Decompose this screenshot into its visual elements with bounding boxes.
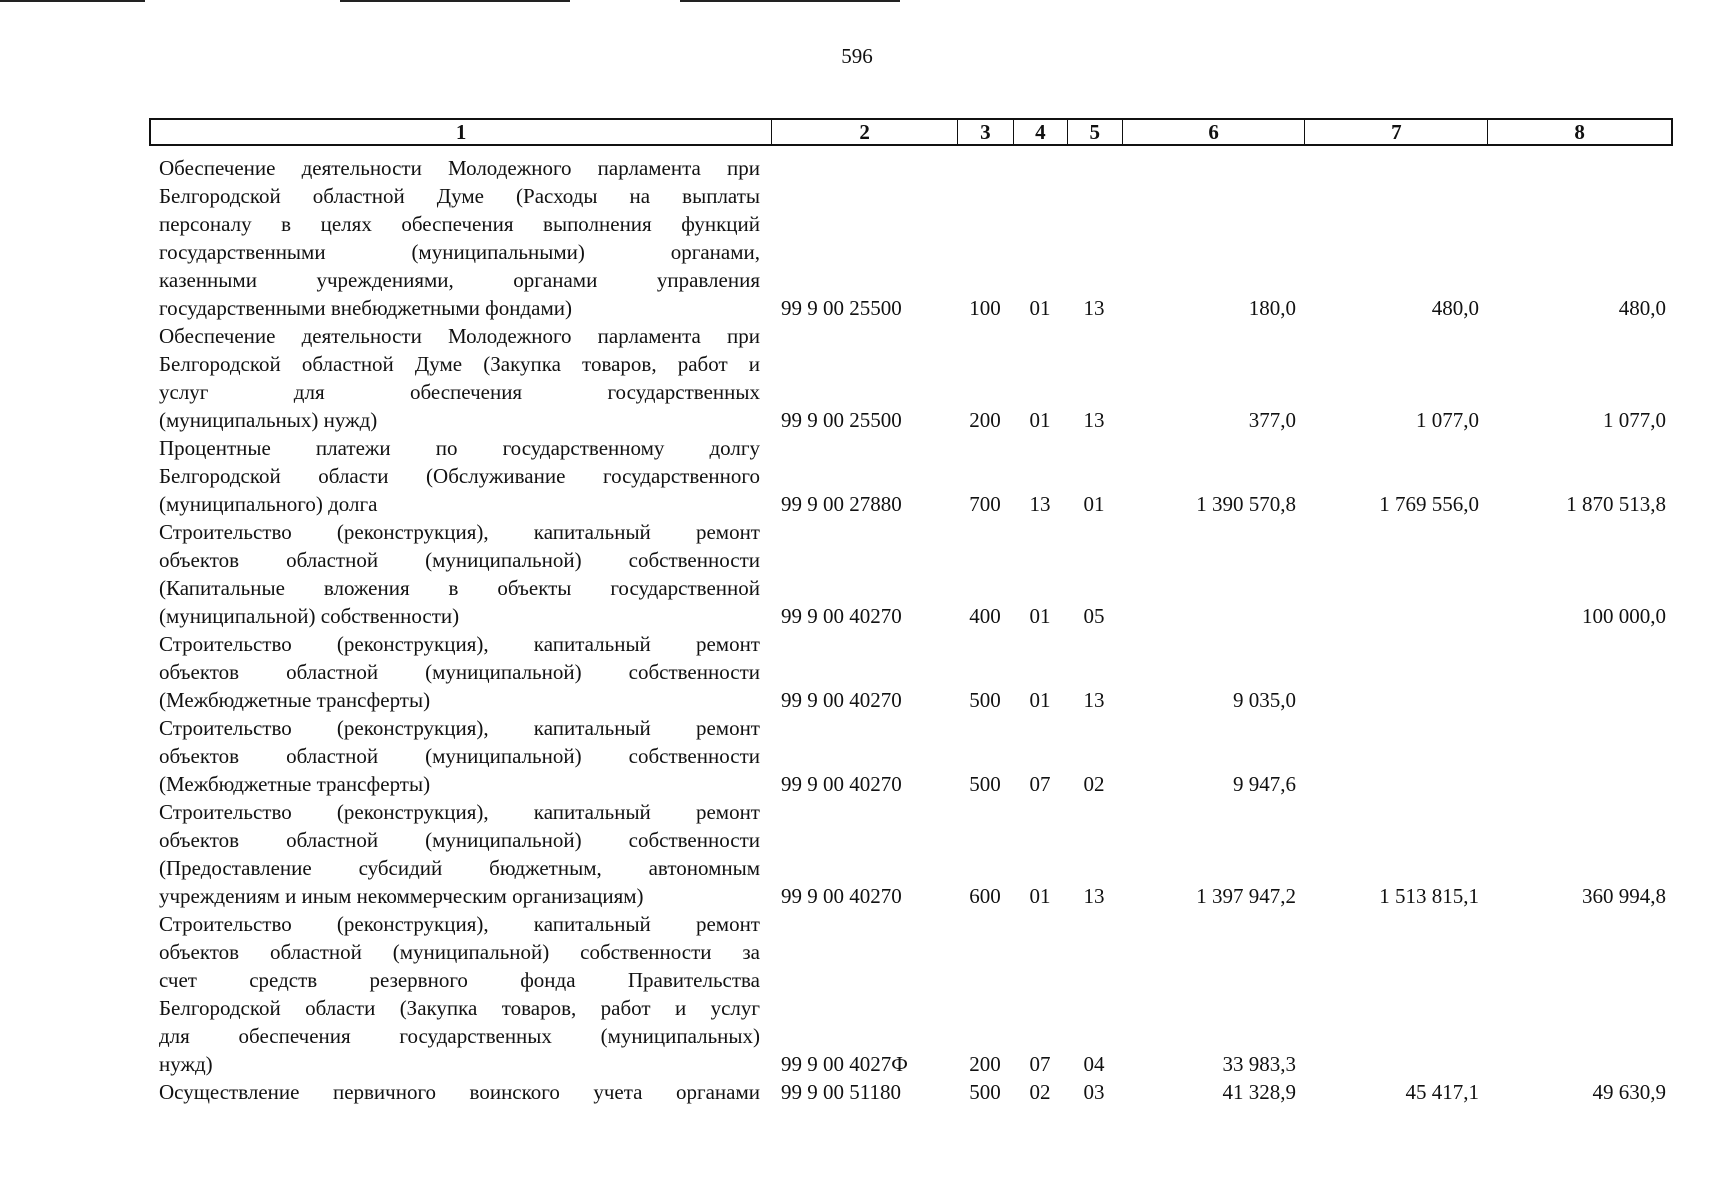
section: 13: [1029, 492, 1051, 516]
table-row: [0, 630, 1714, 714]
table-row: [0, 910, 1714, 1078]
description-line: Строительство (реконструкция), капитальный ремонт: [159, 716, 760, 740]
header-cell-5: 5: [1067, 120, 1122, 144]
amount-col-7: 1 769 556,0: [1379, 492, 1479, 516]
section: 01: [1029, 688, 1051, 712]
expense-type: 500: [969, 1080, 1001, 1104]
section: 01: [1029, 296, 1051, 320]
subsection: 03: [1083, 1080, 1105, 1104]
description-line: Белгородской области (Обслуживание государственного: [159, 464, 760, 488]
row-description: [159, 630, 760, 714]
amount-col-7: 1 077,0: [1416, 408, 1479, 432]
amount-col-8: 360 994,8: [1582, 884, 1666, 908]
amount-col-8: 1 870 513,8: [1566, 492, 1666, 516]
row-description: [159, 322, 760, 434]
amount-col-7: 1 513 815,1: [1379, 884, 1479, 908]
description-line: объектов областной (муниципальной) собственности за: [159, 940, 760, 964]
subsection: 01: [1083, 492, 1105, 516]
table-row: [0, 714, 1714, 798]
table-row: [0, 1078, 1714, 1106]
expense-type: 500: [969, 772, 1001, 796]
row-description: [159, 1078, 760, 1106]
target-code: 99 9 00 40270: [781, 688, 902, 712]
description-line: (Межбюджетные трансферты): [159, 772, 431, 796]
row-description: [159, 714, 760, 798]
target-code: 99 9 00 4027Ф: [781, 1052, 908, 1076]
description-line: объектов областной (муниципальной) собственности: [159, 744, 760, 768]
row-description: [159, 154, 760, 322]
description-line: учреждениям и иным некоммерческим организациям): [159, 884, 644, 908]
description-line: для обеспечения государственных (муниципальных): [159, 1024, 760, 1048]
description-line: государственными (муниципальными) органами,: [159, 240, 760, 264]
amount-col-6: 41 328,9: [1222, 1080, 1296, 1104]
scan-edge-mark: [340, 0, 570, 2]
amount-col-6: 33 983,3: [1222, 1052, 1296, 1076]
amount-col-6: 9 947,6: [1233, 772, 1296, 796]
description-line: государственными внебюджетными фондами): [159, 296, 573, 320]
description-line: (муниципального) долга: [159, 492, 378, 516]
description-line: Строительство (реконструкция), капитальный ремонт: [159, 520, 760, 544]
expense-type: 100: [969, 296, 1001, 320]
expense-type: 200: [969, 1052, 1001, 1076]
subsection: 13: [1083, 408, 1105, 432]
table-row: [0, 798, 1714, 910]
table-row: [0, 434, 1714, 518]
section: 01: [1029, 884, 1051, 908]
amount-col-8: 49 630,9: [1592, 1080, 1666, 1104]
description-line: объектов областной (муниципальной) собственности: [159, 828, 760, 852]
subsection: 13: [1083, 688, 1105, 712]
description-line: нужд): [159, 1052, 213, 1076]
row-description: [159, 910, 760, 1078]
amount-col-7: 480,0: [1431, 296, 1479, 320]
header-cell-1: 1: [455, 119, 467, 144]
expense-type: 600: [969, 884, 1001, 908]
target-code: 99 9 00 25500: [781, 296, 902, 320]
table-row: [0, 518, 1714, 630]
description-line: Обеспечение деятельности Молодежного парламента при: [159, 324, 760, 348]
amount-col-6: 377,0: [1248, 408, 1296, 432]
amount-col-8: 1 077,0: [1603, 408, 1666, 432]
row-description: [159, 518, 760, 630]
expense-type: 200: [969, 408, 1001, 432]
amount-col-6: 180,0: [1248, 296, 1296, 320]
expense-type: 700: [969, 492, 1001, 516]
description-line: счет средств резервного фонда Правительства: [159, 968, 760, 992]
table-header-row: [149, 118, 1673, 146]
header-cell-7: 7: [1304, 120, 1487, 144]
header-cell-8: 8: [1487, 120, 1671, 144]
row-description: [159, 434, 760, 518]
table-row: [0, 154, 1714, 322]
amount-col-7: 45 417,1: [1405, 1080, 1479, 1104]
description-line: Строительство (реконструкция), капитальный ремонт: [159, 912, 760, 936]
description-line: объектов областной (муниципальной) собственности: [159, 548, 760, 572]
subsection: 13: [1083, 296, 1105, 320]
header-cell-3: 3: [957, 120, 1013, 144]
expense-type: 400: [969, 604, 1001, 628]
amount-col-8: 480,0: [1618, 296, 1666, 320]
section: 07: [1029, 772, 1051, 796]
description-line: Белгородской области (Закупка товаров, работ и услуг: [159, 996, 760, 1020]
description-line: услуг для обеспечения государственных: [159, 380, 760, 404]
expense-type: 500: [969, 688, 1001, 712]
description-line: казенными учреждениями, органами управления: [159, 268, 760, 292]
subsection: 04: [1083, 1052, 1105, 1076]
section: 01: [1029, 408, 1051, 432]
description-line: (Предоставление субсидий бюджетным, автономным: [159, 856, 760, 880]
target-code: 99 9 00 27880: [781, 492, 902, 516]
description-line: (Капитальные вложения в объекты государственной: [159, 576, 760, 600]
amount-col-6: 9 035,0: [1233, 688, 1296, 712]
target-code: 99 9 00 51180: [781, 1080, 901, 1104]
description-line: объектов областной (муниципальной) собственности: [159, 660, 760, 684]
description-line: (муниципальных) нужд): [159, 408, 378, 432]
scan-edge-mark: [680, 0, 900, 2]
page-number: 596: [841, 44, 873, 68]
description-line: Обеспечение деятельности Молодежного парламента при: [159, 156, 760, 180]
section: 02: [1029, 1080, 1051, 1104]
section: 07: [1029, 1052, 1051, 1076]
subsection: 02: [1083, 772, 1105, 796]
subsection: 05: [1083, 604, 1105, 628]
subsection: 13: [1083, 884, 1105, 908]
description-line: (Межбюджетные трансферты): [159, 688, 431, 712]
description-line: персоналу в целях обеспечения выполнения функций: [159, 212, 760, 236]
amount-col-6: 1 397 947,2: [1196, 884, 1296, 908]
header-cell-2: 2: [771, 120, 957, 144]
target-code: 99 9 00 40270: [781, 884, 902, 908]
description-line: Процентные платежи по государственному долгу: [159, 436, 760, 460]
description-line: Строительство (реконструкция), капитальный ремонт: [159, 632, 760, 656]
row-description: [159, 798, 760, 910]
amount-col-8: 100 000,0: [1582, 604, 1666, 628]
description-line: Белгородской областной Думе (Расходы на выплаты: [159, 184, 760, 208]
scan-edge-mark: [0, 0, 145, 2]
target-code: 99 9 00 40270: [781, 772, 902, 796]
description-line: Строительство (реконструкция), капитальный ремонт: [159, 800, 760, 824]
section: 01: [1029, 604, 1051, 628]
description-line: Белгородской областной Думе (Закупка товаров, работ и: [159, 352, 760, 376]
description-line: Осуществление первичного воинского учета органами: [159, 1080, 760, 1104]
table-row: [0, 322, 1714, 434]
header-cell-6: 6: [1122, 120, 1305, 144]
target-code: 99 9 00 25500: [781, 408, 902, 432]
amount-col-6: 1 390 570,8: [1196, 492, 1296, 516]
target-code: 99 9 00 40270: [781, 604, 902, 628]
description-line: (муниципальной) собственности): [159, 604, 460, 628]
header-cell-4: 4: [1013, 120, 1067, 144]
